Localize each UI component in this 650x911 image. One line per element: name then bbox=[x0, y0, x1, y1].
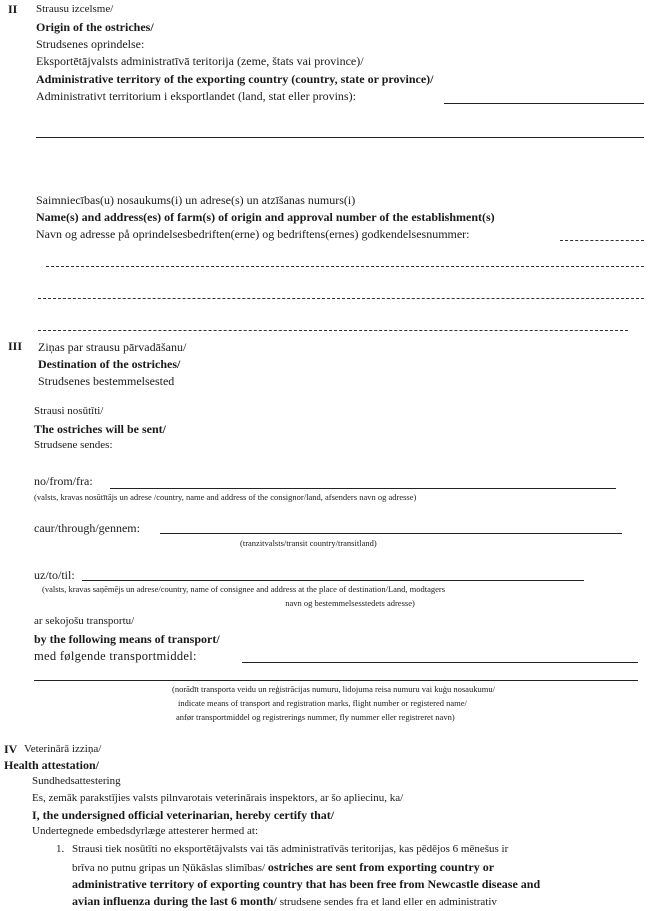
section-iii-number: III bbox=[8, 339, 23, 353]
certify-lv: Es, zemāk parakstījies valsts pilnvarotais veterinārais inspektors, ar šo apliecinu, ka/ bbox=[32, 792, 404, 804]
section-iv-number: IV bbox=[4, 742, 18, 756]
through-field[interactable] bbox=[160, 533, 622, 534]
sent-en: The ostriches will be sent/ bbox=[34, 422, 166, 436]
origin-heading-lv: Strausu izcelsme/ bbox=[36, 3, 114, 15]
transport-field[interactable] bbox=[242, 662, 638, 663]
origin-heading-en: Origin of the ostriches/ bbox=[36, 20, 154, 34]
certify-da: Undertegnede embedsdyrlæge attesterer hermed at: bbox=[32, 825, 259, 837]
transport-lv: ar sekojošu transportu/ bbox=[34, 615, 135, 627]
to-caption-line1: (valsts, kravas saņēmējs un adrese/country, name of consignee and address at the place of destination/Land, modtagers bbox=[42, 584, 446, 594]
item-1-text-en-3: avian influenza during the last 6 month/ strudsene sendes fra et land eller en administrativ bbox=[72, 894, 497, 908]
farm-field-line3[interactable] bbox=[38, 298, 644, 299]
destination-heading-en: Destination of the ostriches/ bbox=[38, 357, 181, 371]
admin-territory-field-line2[interactable] bbox=[36, 137, 644, 138]
health-heading-lv: Veterinārā izziņa/ bbox=[24, 743, 102, 755]
farm-names-en: Name(s) and address(es) of farm(s) of origin and approval number of the establishment(s) bbox=[36, 210, 495, 224]
transport-en: by the following means of transport/ bbox=[34, 632, 220, 646]
transport-field-line2[interactable] bbox=[34, 680, 638, 681]
through-caption: (tranzitvalsts/transit country/transitland) bbox=[240, 538, 377, 548]
farm-names-da: Navn og adresse på oprindelsesbedriften(erne) og bedriftens(ernes) godkendelsesnummer: bbox=[36, 227, 470, 241]
farm-field[interactable] bbox=[560, 240, 644, 241]
item-1-number: 1. bbox=[56, 843, 65, 855]
through-label: caur/through/gennem: bbox=[34, 521, 140, 535]
admin-territory-field[interactable] bbox=[444, 103, 644, 104]
to-field[interactable] bbox=[82, 580, 584, 581]
health-heading-da: Sundhedsattestering bbox=[32, 775, 121, 787]
item-1-text-en-2: administrative territory of exporting country that has been free from Newcastle disease and bbox=[72, 877, 541, 891]
sent-da: Strudsene sendes: bbox=[34, 439, 113, 451]
from-caption: (valsts, kravas nosūtītājs un adrese /country, name and address of the consignor/land, afsenders navn og adresse) bbox=[34, 492, 417, 502]
to-caption-line2: navn og bestemmelsesstedets adresse) bbox=[285, 598, 415, 608]
item-1-text-lv: Strausi tiek nosūtīti no eksportētājvalsts vai tās administratīvās teritorijas, kas pēdējos 6 mēnešus ir bbox=[72, 843, 509, 855]
from-field[interactable] bbox=[110, 488, 616, 489]
transport-caption-line1: (norādīt transporta veidu un reģistrācijas numuru, lidojuma reisa numuru vai kuģu nosaukumu/ bbox=[172, 684, 495, 694]
health-heading-en: Health attestation/ bbox=[4, 758, 99, 772]
transport-caption-line3: anfør transportmiddel og registrerings nummer, fly nummer eller registreret navn) bbox=[176, 712, 455, 722]
destination-heading-da: Strudsenes bestemmelsested bbox=[38, 374, 175, 388]
destination-heading-lv: Ziņas par strausu pārvadāšanu/ bbox=[38, 340, 187, 354]
item-1-text-lv-cont: brīva no putnu gripas un Ņūkāslas slimības/ ostriches are sent from exporting country or bbox=[72, 860, 495, 874]
admin-territory-da: Administrativt territorium i eksportlandet (land, stat eller provins): bbox=[36, 89, 356, 103]
admin-territory-en: Administrative territory of the exporting country (country, state or province)/ bbox=[36, 72, 434, 86]
from-label: no/from/fra: bbox=[34, 474, 93, 488]
sent-lv: Strausi nosūtīti/ bbox=[34, 405, 104, 417]
farm-names-lv: Saimniecības(u) nosaukums(i) un adrese(s) un atzīšanas numurs(i) bbox=[36, 193, 356, 207]
admin-territory-lv: Eksportētājvalsts administratīvā teritorija (zeme, štats vai province)/ bbox=[36, 54, 364, 68]
transport-da: med følgende transportmiddel: bbox=[34, 649, 197, 663]
origin-heading-da: Strudsenes oprindelse: bbox=[36, 37, 145, 51]
section-ii-number: II bbox=[8, 2, 18, 16]
to-label: uz/to/til: bbox=[34, 568, 75, 582]
transport-caption-line2: indicate means of transport and registration marks, flight number or registered name/ bbox=[178, 698, 467, 708]
farm-field-line2[interactable] bbox=[46, 266, 644, 267]
farm-field-line4[interactable] bbox=[38, 330, 628, 331]
certify-en: I, the undersigned official veterinarian, hereby certify that/ bbox=[32, 808, 335, 822]
